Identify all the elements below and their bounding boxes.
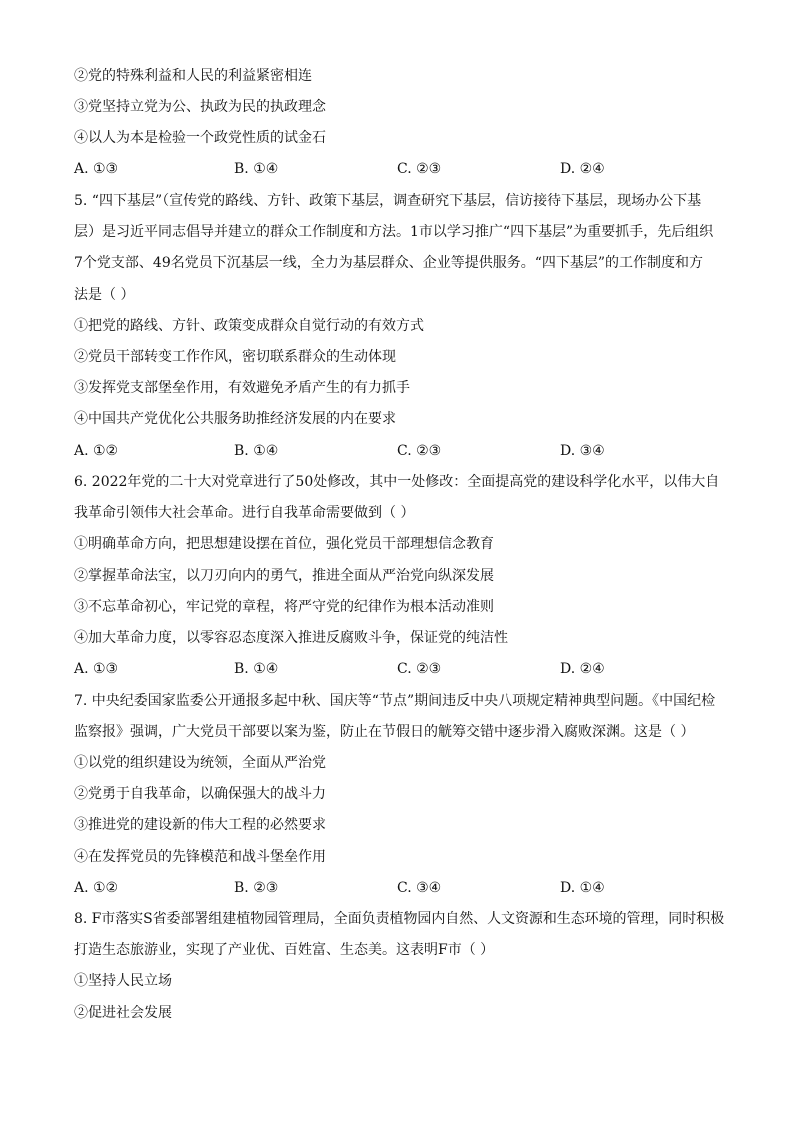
q4-statement-3: ③党坚持立党为公、执政为民的执政理念 [74, 99, 326, 115]
q7-option-a: A. ①② [74, 880, 119, 896]
q5-stem-line-1: 5. “四下基层”（宣传党的路线、方针、政策下基层，调查研究下基层，信访接待下基层，现场办公下基 [74, 193, 702, 209]
q6-option-a: A. ①③ [74, 661, 119, 677]
q5-stem-line-2: 层）是习近平同志倡导并建立的群众工作制度和方法。1市以学习推广“四下基层”为重要抓手，先后组织 [74, 224, 714, 240]
q8-stem-line-1: 8. F市落实S省委部署组建植物园管理局，全面负责植物园内自然、人文资源和生态环境的管理，同时积极 [74, 911, 725, 927]
q4-statement-2: ②党的特殊利益和人民的利益紧密相连 [74, 68, 312, 84]
q5-option-a: A. ①② [74, 443, 119, 459]
q6-option-d: D. ②④ [560, 661, 605, 677]
q6-statement-3: ③不忘革命初心，牢记党的章程，将严守党的纪律作为根本活动准则 [74, 599, 494, 615]
q4-option-c: C. ②③ [397, 161, 442, 177]
q6-option-b: B. ①④ [234, 661, 279, 677]
q5-stem-line-3: 7个党支部、49名党员下沉基层一线，全力为基层群众、企业等提供服务。“四下基层”的工作制度和方 [74, 255, 704, 271]
q6-option-c: C. ②③ [397, 661, 442, 677]
q5-statement-4: ④中国共产党优化公共服务助推经济发展的内在要求 [74, 411, 396, 427]
q7-option-c: C. ③④ [397, 880, 442, 896]
q7-statement-3: ③推进党的建设新的伟大工程的必然要求 [74, 817, 326, 833]
q6-statement-4: ④加大革命力度，以零容忍态度深入推进反腐败斗争，保证党的纯洁性 [74, 630, 508, 646]
q7-stem-line-1: 7. 中央纪委国家监委公开通报多起中秋、国庆等“节点”期间违反中央八项规定精神典型问题。《中国纪检 [74, 693, 716, 709]
q5-statement-1: ①把党的路线、方针、政策变成群众自觉行动的有效方式 [74, 318, 424, 334]
q7-statement-1: ①以党的组织建设为统领，全面从严治党 [74, 755, 326, 771]
q4-option-a: A. ①③ [74, 161, 119, 177]
q7-statement-4: ④在发挥党员的先锋模范和战斗堡垒作用 [74, 849, 326, 865]
q8-statement-2: ②促进社会发展 [74, 1005, 172, 1021]
q8-stem-line-2: 打造生态旅游业，实现了产业优、百姓富、生态美。这表明F市（ ） [74, 942, 495, 958]
q6-statement-2: ②掌握革命法宝，以刀刃向内的勇气，推进全面从严治党向纵深发展 [74, 568, 494, 584]
q4-statement-4: ④以人为本是检验一个政党性质的试金石 [74, 130, 326, 146]
q7-option-b: B. ②③ [234, 880, 279, 896]
q7-statement-2: ②党勇于自我革命，以确保强大的战斗力 [74, 786, 326, 802]
q7-stem-line-2: 监察报》强调，广大党员干部要以案为鉴，防止在节假日的觥筹交错中逐步滑入腐败深渊。这是（ ） [74, 724, 695, 740]
q5-option-d: D. ③④ [560, 443, 605, 459]
q8-statement-1: ①坚持人民立场 [74, 973, 172, 989]
q5-statement-3: ③发挥党支部堡垒作用，有效避免矛盾产生的有力抓手 [74, 380, 410, 396]
q5-statement-2: ②党员干部转变工作作风，密切联系群众的生动体现 [74, 349, 396, 365]
q6-stem-line-1: 6. 2022年党的二十大对党章进行了50处修改，其中一处修改：全面提高党的建设科学化水平，以伟大自 [74, 474, 720, 490]
q5-option-c: C. ②③ [397, 443, 442, 459]
q4-option-b: B. ①④ [234, 161, 279, 177]
q5-option-b: B. ①④ [234, 443, 279, 459]
q6-stem-line-2: 我革命引领伟大社会革命。进行自我革命需要做到（ ） [74, 505, 415, 521]
q7-option-d: D. ①④ [560, 880, 605, 896]
q4-option-d: D. ②④ [560, 161, 605, 177]
q6-statement-1: ①明确革命方向，把思想建设摆在首位，强化党员干部理想信念教育 [74, 536, 494, 552]
q5-stem-line-4: 法是（ ） [74, 287, 135, 303]
